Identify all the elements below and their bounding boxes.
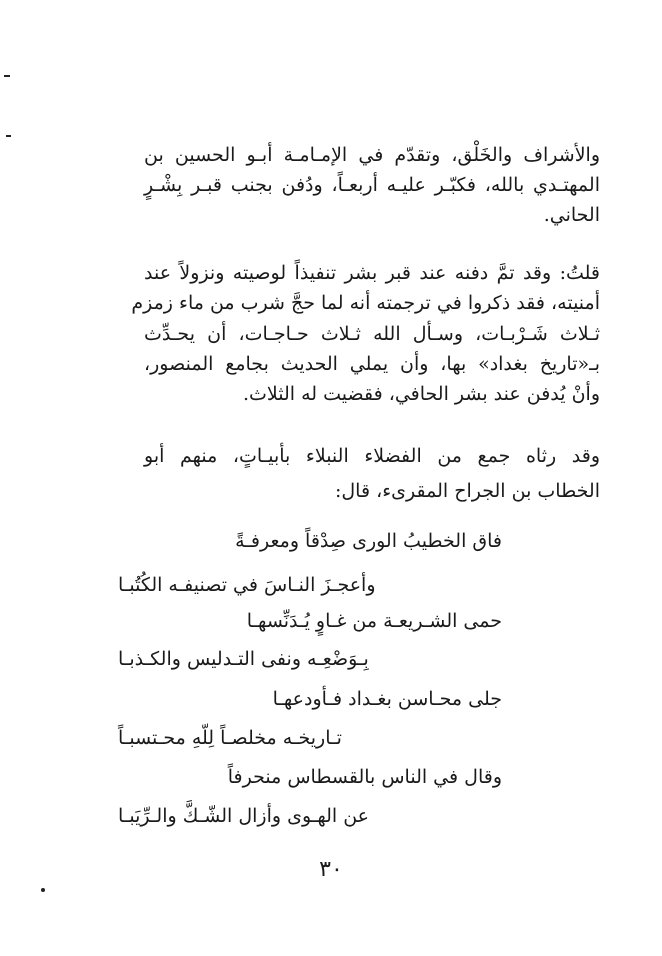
paragraph-1-line-1: والأشراف والخَلْق، وتقدّم في الإمـامـة أبـو الحسين بن (144, 144, 600, 166)
verse-4-second-hemistich: عن الهـوى وأزال الشّـكَّ والـرِّيَبـا (118, 805, 370, 827)
verse-3-second-hemistich: تـاريخـه مخلصـاً لِلّهِ محـتسبـاً (118, 727, 342, 749)
paragraph-3-line-1: وقد رثاه جمع من الفضلاء النبلاء بأبيـاتٍ، منهم أبو (144, 445, 600, 467)
verse-2-second-hemistich: بِـوَضْعِـه ونفى التـدليس والكـذبـا (118, 648, 369, 670)
paragraph-1-line-2: المهتـدي بالله، فكبّـر عليـه أربعـاً، ودُفن بجنب قبـر بِشْـرٍ (144, 174, 600, 196)
paragraph-2-line-1: قلتُ: وقد تمَّ دفنه عند قبر بشر تنفيذاً لوصيته ونزولاً عند (144, 262, 600, 284)
paragraph-2-line-5: وأنْ يُدفن عند بشر الحافي، فقضيت له الثلاث. (242, 383, 600, 405)
page-number: ٣٠ (319, 857, 343, 882)
margin-mark-middle (6, 135, 11, 137)
margin-mark-bottom (41, 888, 45, 892)
paragraph-3-line-2: الخطاب بن الجراح المقرىء، قال: (334, 480, 600, 502)
paragraph-2-line-3: ثـلاث شَـرْبـات، وسـأل الله ثـلاث حـاجـات، أن يحـدِّث (144, 323, 600, 345)
paragraph-2-line-4: بـ«تاريخ بغداد» بها، وأن يملي الحديث بجامع المنصور، (144, 353, 600, 375)
verse-3-first-hemistich: جلى محـاسن بغـداد فـأودعهـا (272, 688, 502, 710)
verse-2-first-hemistich: حمى الشـريعـة من غـاوٍ يُـدَنِّسهـا (246, 610, 502, 632)
paragraph-1-line-3: الحاني. (543, 204, 600, 226)
verse-4-first-hemistich: وقال في الناس بالقسطاس منحرفاً (227, 766, 502, 788)
paragraph-2-line-2: أمنيته، فقد ذكروا في ترجمته أنه لما حجَّ شرب من ماء زمزم (131, 292, 600, 314)
verse-1-second-hemistich: وأعجـزَ النـاسَ في تصنيفـه الكُتُبـا (118, 574, 376, 596)
margin-mark-top (4, 75, 10, 77)
verse-1-first-hemistich: فاق الخطيبُ الورى صِدْقاً ومعرفـةً (235, 530, 502, 552)
